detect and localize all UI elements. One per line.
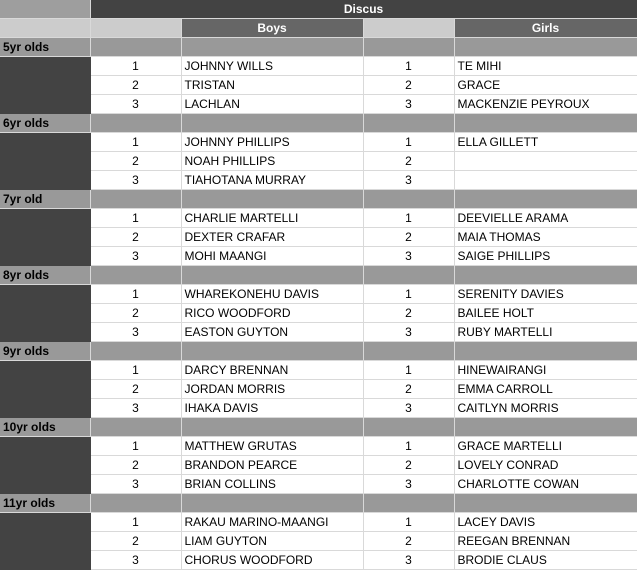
category-cell[interactable] bbox=[90, 494, 181, 513]
boy-name-cell[interactable]: BRANDON PEARCE bbox=[181, 456, 363, 475]
category-cell[interactable] bbox=[454, 342, 637, 361]
girl-name-cell[interactable]: BRODIE CLAUS bbox=[454, 551, 637, 570]
girl-name-cell[interactable]: REEGAN BRENNAN bbox=[454, 532, 637, 551]
title-corner-cell[interactable] bbox=[0, 0, 90, 19]
category-row bbox=[0, 418, 637, 437]
event-title[interactable]: Discus bbox=[90, 0, 637, 19]
header-blank-cell[interactable] bbox=[363, 19, 454, 38]
boy-place-cell[interactable]: 3 bbox=[90, 247, 181, 266]
girl-name-cell[interactable]: BAILEE HOLT bbox=[454, 304, 637, 323]
table-row bbox=[0, 399, 637, 418]
table-row bbox=[0, 57, 637, 76]
girl-place-cell[interactable]: 3 bbox=[363, 323, 454, 342]
category-label[interactable]: 6yr olds bbox=[0, 114, 90, 133]
category-label[interactable]: 8yr olds bbox=[0, 266, 90, 285]
girl-place-cell[interactable]: 1 bbox=[363, 361, 454, 380]
boy-place-cell[interactable]: 2 bbox=[90, 456, 181, 475]
category-cell[interactable] bbox=[363, 342, 454, 361]
table-row bbox=[0, 247, 637, 266]
boy-place-cell[interactable]: 3 bbox=[90, 551, 181, 570]
table-row bbox=[0, 76, 637, 95]
group-sidebar-cell[interactable] bbox=[0, 228, 90, 247]
girl-name-cell[interactable]: ELLA GILLETT bbox=[454, 133, 637, 152]
table-row bbox=[0, 456, 637, 475]
category-cell[interactable] bbox=[363, 494, 454, 513]
group-sidebar-cell[interactable] bbox=[0, 133, 90, 152]
boy-place-cell[interactable]: 2 bbox=[90, 76, 181, 95]
category-cell[interactable] bbox=[90, 38, 181, 57]
category-label[interactable]: 10yr olds bbox=[0, 418, 90, 437]
table-row bbox=[0, 285, 637, 304]
boy-place-cell[interactable]: 3 bbox=[90, 171, 181, 190]
boy-place-cell[interactable]: 3 bbox=[90, 475, 181, 494]
girl-name-cell[interactable]: EMMA CARROLL bbox=[454, 380, 637, 399]
girl-place-cell[interactable]: 1 bbox=[363, 513, 454, 532]
girl-name-cell[interactable] bbox=[454, 152, 637, 171]
boy-name-cell[interactable]: MATTHEW GRUTAS bbox=[181, 437, 363, 456]
boy-name-cell[interactable]: NOAH PHILLIPS bbox=[181, 152, 363, 171]
boy-place-cell[interactable]: 1 bbox=[90, 437, 181, 456]
girl-name-cell[interactable]: CAITLYN MORRIS bbox=[454, 399, 637, 418]
category-cell[interactable] bbox=[363, 38, 454, 57]
boy-name-cell[interactable]: LIAM GUYTON bbox=[181, 532, 363, 551]
girl-place-cell[interactable]: 2 bbox=[363, 380, 454, 399]
category-cell[interactable] bbox=[363, 114, 454, 133]
girl-place-cell[interactable]: 3 bbox=[363, 551, 454, 570]
category-cell[interactable] bbox=[181, 38, 363, 57]
boy-name-cell[interactable]: TIAHOTANA MURRAY bbox=[181, 171, 363, 190]
table-row bbox=[0, 171, 637, 190]
category-row bbox=[0, 114, 637, 133]
girl-name-cell[interactable]: DEEVIELLE ARAMA bbox=[454, 209, 637, 228]
table-row bbox=[0, 532, 637, 551]
group-sidebar-cell[interactable] bbox=[0, 513, 90, 532]
group-sidebar-cell[interactable] bbox=[0, 456, 90, 475]
boy-place-cell[interactable]: 1 bbox=[90, 361, 181, 380]
boy-place-cell[interactable]: 1 bbox=[90, 57, 181, 76]
boy-name-cell[interactable]: WHAREKONEHU DAVIS bbox=[181, 285, 363, 304]
girl-place-cell[interactable]: 1 bbox=[363, 209, 454, 228]
category-label[interactable]: 7yr old bbox=[0, 190, 90, 209]
boy-name-cell[interactable]: BRIAN COLLINS bbox=[181, 475, 363, 494]
boy-name-cell[interactable]: JOHNNY WILLS bbox=[181, 57, 363, 76]
boy-name-cell[interactable]: JOHNNY PHILLIPS bbox=[181, 133, 363, 152]
group-sidebar-cell[interactable] bbox=[0, 361, 90, 380]
girl-place-cell[interactable]: 3 bbox=[363, 475, 454, 494]
category-cell[interactable] bbox=[181, 494, 363, 513]
girl-name-cell[interactable]: HINEWAIRANGI bbox=[454, 361, 637, 380]
group-sidebar-cell[interactable] bbox=[0, 323, 90, 342]
boy-place-cell[interactable]: 3 bbox=[90, 95, 181, 114]
girl-name-cell[interactable]: GRACE bbox=[454, 76, 637, 95]
boy-name-cell[interactable]: TRISTAN bbox=[181, 76, 363, 95]
girl-name-cell[interactable]: MAIA THOMAS bbox=[454, 228, 637, 247]
girl-place-cell[interactable]: 2 bbox=[363, 532, 454, 551]
category-label[interactable]: 11yr olds bbox=[0, 494, 90, 513]
girl-name-cell[interactable]: SERENITY DAVIES bbox=[454, 285, 637, 304]
table-row bbox=[0, 95, 637, 114]
group-sidebar-cell[interactable] bbox=[0, 57, 90, 76]
girl-place-cell[interactable]: 1 bbox=[363, 285, 454, 304]
boy-name-cell[interactable]: RAKAU MARINO-MAANGI bbox=[181, 513, 363, 532]
group-sidebar-cell[interactable] bbox=[0, 285, 90, 304]
girl-place-cell[interactable]: 3 bbox=[363, 95, 454, 114]
group-sidebar-cell[interactable] bbox=[0, 551, 90, 570]
boy-name-cell[interactable]: MOHI MAANGI bbox=[181, 247, 363, 266]
group-sidebar-cell[interactable] bbox=[0, 304, 90, 323]
category-cell[interactable] bbox=[454, 494, 637, 513]
category-row bbox=[0, 266, 637, 285]
header-row bbox=[0, 19, 637, 38]
girl-name-cell[interactable]: CHARLOTTE COWAN bbox=[454, 475, 637, 494]
table-row bbox=[0, 437, 637, 456]
category-cell[interactable] bbox=[90, 190, 181, 209]
girls-header[interactable]: Girls bbox=[454, 19, 637, 38]
girl-name-cell[interactable]: TE MIHI bbox=[454, 57, 637, 76]
group-sidebar-cell[interactable] bbox=[0, 475, 90, 494]
girl-name-cell[interactable]: LOVELY CONRAD bbox=[454, 456, 637, 475]
boy-place-cell[interactable]: 1 bbox=[90, 133, 181, 152]
girl-place-cell[interactable]: 2 bbox=[363, 152, 454, 171]
group-sidebar-cell[interactable] bbox=[0, 95, 90, 114]
boy-name-cell[interactable]: CHARLIE MARTELLI bbox=[181, 209, 363, 228]
category-cell[interactable] bbox=[90, 266, 181, 285]
table-row bbox=[0, 228, 637, 247]
girl-place-cell[interactable]: 3 bbox=[363, 247, 454, 266]
category-cell[interactable] bbox=[90, 114, 181, 133]
category-cell[interactable] bbox=[363, 266, 454, 285]
girl-place-cell[interactable]: 2 bbox=[363, 228, 454, 247]
header-blank-cell[interactable] bbox=[0, 19, 90, 38]
category-cell[interactable] bbox=[454, 418, 637, 437]
boy-place-cell[interactable]: 1 bbox=[90, 513, 181, 532]
category-cell[interactable] bbox=[363, 190, 454, 209]
girl-place-cell[interactable]: 2 bbox=[363, 304, 454, 323]
category-cell[interactable] bbox=[90, 418, 181, 437]
boy-name-cell[interactable]: JORDAN MORRIS bbox=[181, 380, 363, 399]
category-label[interactable]: 5yr olds bbox=[0, 38, 90, 57]
table-row bbox=[0, 209, 637, 228]
category-row bbox=[0, 342, 637, 361]
group-sidebar-cell[interactable] bbox=[0, 532, 90, 551]
category-row bbox=[0, 190, 637, 209]
title-row bbox=[0, 0, 637, 19]
category-cell[interactable] bbox=[181, 342, 363, 361]
category-cell[interactable] bbox=[454, 114, 637, 133]
category-label[interactable]: 9yr olds bbox=[0, 342, 90, 361]
boys-header[interactable]: Boys bbox=[181, 19, 363, 38]
girl-place-cell[interactable]: 1 bbox=[363, 133, 454, 152]
table-row bbox=[0, 551, 637, 570]
table-row bbox=[0, 133, 637, 152]
girl-name-cell[interactable] bbox=[454, 171, 637, 190]
girl-place-cell[interactable]: 2 bbox=[363, 76, 454, 95]
category-row bbox=[0, 38, 637, 57]
category-cell[interactable] bbox=[181, 190, 363, 209]
girl-name-cell[interactable]: RUBY MARTELLI bbox=[454, 323, 637, 342]
girl-place-cell[interactable]: 1 bbox=[363, 437, 454, 456]
boy-place-cell[interactable]: 3 bbox=[90, 323, 181, 342]
girl-name-cell[interactable]: LACEY DAVIS bbox=[454, 513, 637, 532]
table-row bbox=[0, 361, 637, 380]
boy-name-cell[interactable]: DARCY BRENNAN bbox=[181, 361, 363, 380]
boy-name-cell[interactable]: RICO WOODFORD bbox=[181, 304, 363, 323]
boy-place-cell[interactable]: 1 bbox=[90, 209, 181, 228]
girl-place-cell[interactable]: 3 bbox=[363, 171, 454, 190]
boy-name-cell[interactable]: IHAKA DAVIS bbox=[181, 399, 363, 418]
boy-name-cell[interactable]: CHORUS WOODFORD bbox=[181, 551, 363, 570]
category-cell[interactable] bbox=[454, 266, 637, 285]
boy-place-cell[interactable]: 2 bbox=[90, 532, 181, 551]
boy-place-cell[interactable]: 3 bbox=[90, 399, 181, 418]
group-sidebar-cell[interactable] bbox=[0, 399, 90, 418]
table-row bbox=[0, 475, 637, 494]
table-row bbox=[0, 323, 637, 342]
girl-name-cell[interactable]: GRACE MARTELLI bbox=[454, 437, 637, 456]
boy-place-cell[interactable]: 2 bbox=[90, 228, 181, 247]
girl-place-cell[interactable]: 3 bbox=[363, 399, 454, 418]
category-cell[interactable] bbox=[181, 418, 363, 437]
girl-name-cell[interactable]: SAIGE PHILLIPS bbox=[454, 247, 637, 266]
girl-place-cell[interactable]: 2 bbox=[363, 456, 454, 475]
girl-place-cell[interactable]: 1 bbox=[363, 57, 454, 76]
header-blank-cell[interactable] bbox=[90, 19, 181, 38]
group-sidebar-cell[interactable] bbox=[0, 437, 90, 456]
boy-name-cell[interactable]: LACHLAN bbox=[181, 95, 363, 114]
group-sidebar-cell[interactable] bbox=[0, 247, 90, 266]
boy-place-cell[interactable]: 2 bbox=[90, 152, 181, 171]
boy-place-cell[interactable]: 2 bbox=[90, 304, 181, 323]
boy-name-cell[interactable]: EASTON GUYTON bbox=[181, 323, 363, 342]
category-cell[interactable] bbox=[454, 190, 637, 209]
table-row bbox=[0, 380, 637, 399]
category-cell[interactable] bbox=[181, 266, 363, 285]
boy-place-cell[interactable]: 2 bbox=[90, 380, 181, 399]
group-sidebar-cell[interactable] bbox=[0, 209, 90, 228]
group-sidebar-cell[interactable] bbox=[0, 152, 90, 171]
category-cell[interactable] bbox=[363, 418, 454, 437]
group-sidebar-cell[interactable] bbox=[0, 76, 90, 95]
boy-place-cell[interactable]: 1 bbox=[90, 285, 181, 304]
group-sidebar-cell[interactable] bbox=[0, 171, 90, 190]
table-row bbox=[0, 304, 637, 323]
category-row bbox=[0, 494, 637, 513]
table-row bbox=[0, 152, 637, 171]
category-cell[interactable] bbox=[90, 342, 181, 361]
category-cell[interactable] bbox=[454, 38, 637, 57]
table-row bbox=[0, 513, 637, 532]
category-cell[interactable] bbox=[181, 114, 363, 133]
girl-name-cell[interactable]: MACKENZIE PEYROUX bbox=[454, 95, 637, 114]
group-sidebar-cell[interactable] bbox=[0, 380, 90, 399]
boy-name-cell[interactable]: DEXTER CRAFAR bbox=[181, 228, 363, 247]
